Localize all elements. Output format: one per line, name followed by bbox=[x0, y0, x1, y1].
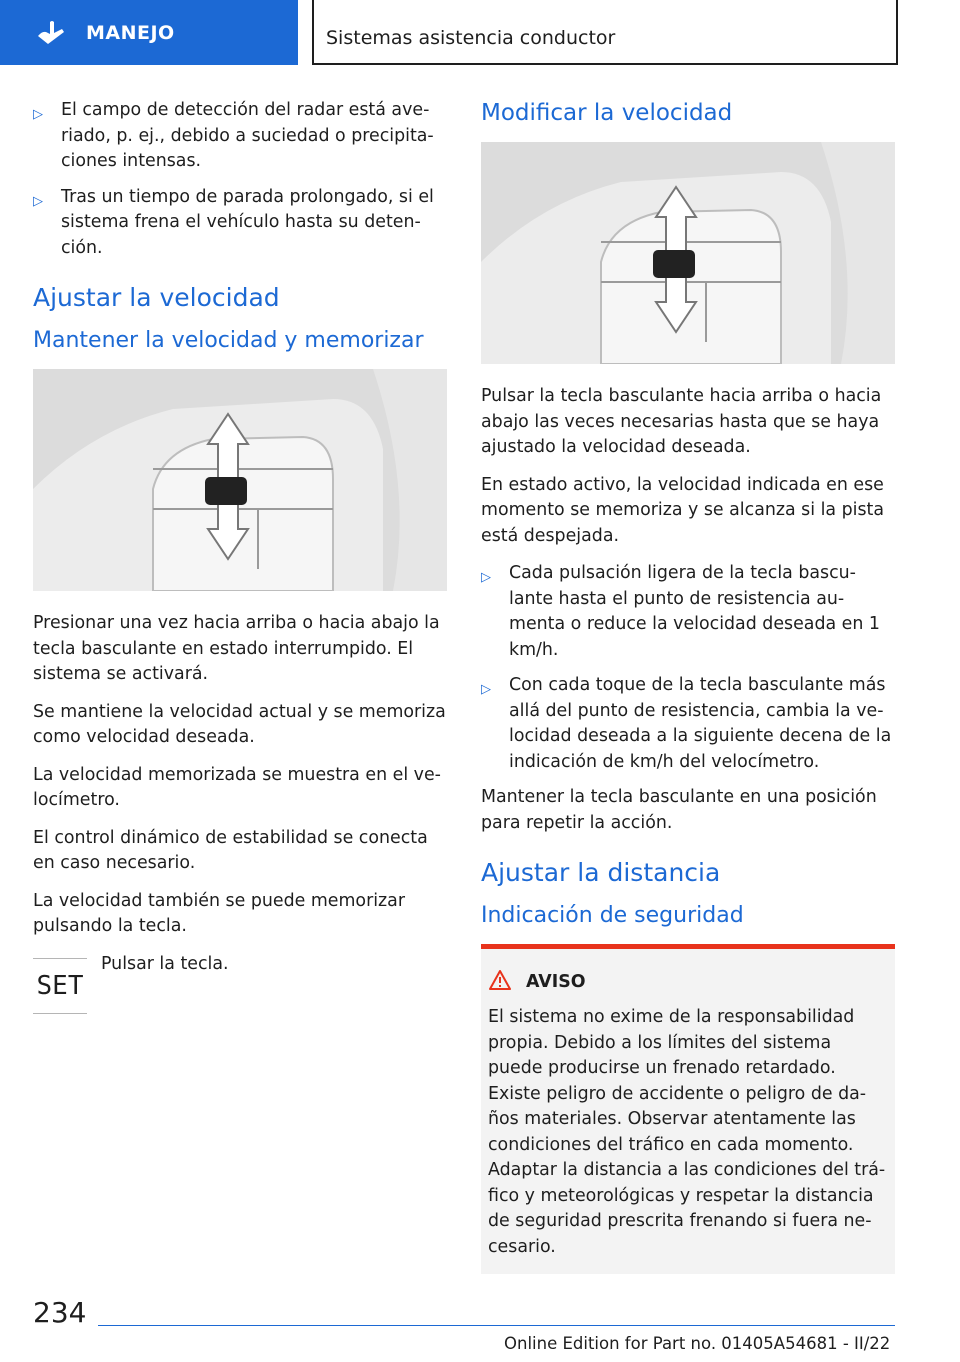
warning-title: AVISO bbox=[526, 972, 586, 992]
footer-divider bbox=[98, 1325, 895, 1326]
right-column bbox=[481, 100, 895, 1274]
warning-triangle-icon bbox=[488, 969, 512, 995]
set-key-text: Pulsar la tecla. bbox=[101, 953, 229, 974]
list-item-text: Tras un tiempo de parada prolongado, si el sistema frena el vehículo hasta su deten‐ ción. bbox=[61, 186, 434, 258]
section-label: MANEJO bbox=[86, 21, 175, 44]
left-column bbox=[33, 98, 447, 1022]
bullet-triangle-icon: ▷ bbox=[481, 682, 491, 697]
subsection-heading: Mantener la velocidad y memorizar bbox=[33, 328, 424, 353]
bullet-triangle-icon: ▷ bbox=[33, 193, 43, 209]
paragraph: Presionar una vez hacia arriba o hacia abajo la tecla basculante en estado interrumpido. El sistema se activará. bbox=[33, 613, 440, 684]
paragraph: Pulsar la tecla basculante hacia arriba o hacia abajo las veces necesarias hasta que se haya ajustado la velocidad deseada. bbox=[481, 386, 882, 457]
steering-wheel-rocker-switch-image bbox=[33, 369, 447, 591]
paragraph: Mantener la tecla basculante en una posición para repetir la acción. bbox=[481, 787, 877, 833]
set-key-icon: SET bbox=[33, 958, 87, 1014]
warning-header bbox=[488, 969, 887, 995]
set-key-row bbox=[33, 952, 447, 1022]
list-item bbox=[481, 673, 895, 775]
paragraph: La velocidad memorizada se muestra en el ve‐ locímetro. bbox=[33, 764, 441, 810]
warning-box bbox=[481, 944, 895, 1274]
section-tab bbox=[0, 0, 298, 65]
section-heading: Ajustar la distancia bbox=[481, 858, 721, 887]
list-item bbox=[33, 98, 447, 175]
edition-note: Online Edition for Part no. 01405A54681 - II/22 bbox=[504, 1334, 891, 1353]
bullet-triangle-icon: ▷ bbox=[481, 570, 491, 585]
bullet-triangle-icon: ▷ bbox=[33, 107, 43, 122]
chapter-title: Sistemas asistencia conductor bbox=[326, 27, 616, 49]
page-number: 234 bbox=[33, 1296, 87, 1329]
subsection-heading: Indicación de seguridad bbox=[481, 903, 744, 928]
list-item-text: Cada pulsación ligera de la tecla bascu‐ lante hasta el punto de resistencia au‐ menta o reduce la velocidad deseada en 1 km/h. bbox=[509, 563, 880, 660]
list-item bbox=[481, 561, 895, 663]
steering-hand-icon bbox=[34, 13, 74, 53]
paragraph: La velocidad también se puede memorizar pulsando la tecla. bbox=[33, 890, 405, 936]
subsection-heading: Modificar la velocidad bbox=[481, 100, 733, 126]
list-item-text: Con cada toque de la tecla basculante más allá del punto de resistencia, cambia la ve‐ locidad deseada a la siguiente decena de la indicación de km/h del velocímetro. bbox=[509, 675, 892, 772]
list-item bbox=[33, 185, 447, 262]
paragraph: El control dinámico de estabilidad se conecta en caso necesario. bbox=[33, 827, 428, 873]
paragraph: En estado activo, la velocidad indicada en ese momento se memoriza y se alcanza si la pista está despejada. bbox=[481, 474, 885, 546]
paragraph: Se mantiene la velocidad actual y se memoriza como velocidad deseada. bbox=[33, 701, 446, 747]
list-item-text: El campo de detección del radar está ave‐ riado, p. ej., debido a suciedad o precipita‐ ciones intensas. bbox=[61, 100, 434, 171]
warning-text: El sistema no exime de la responsabilidad propia. Debido a los límites del sistema puede producirse un frenado retardado. Existe peligro de accidente o peligro de da‐ ños materiales. Observar atentamente las condiciones del tráfico en cada momento. Adaptar la distancia a las condiciones del trá‐ fico y meteorológicas y respetar la distancia de seguridad prescrita frenando si fuera ne‐ cesario. bbox=[488, 1007, 886, 1257]
steering-wheel-rocker-switch-image bbox=[481, 142, 895, 364]
section-heading: Ajustar la velocidad bbox=[33, 283, 280, 312]
